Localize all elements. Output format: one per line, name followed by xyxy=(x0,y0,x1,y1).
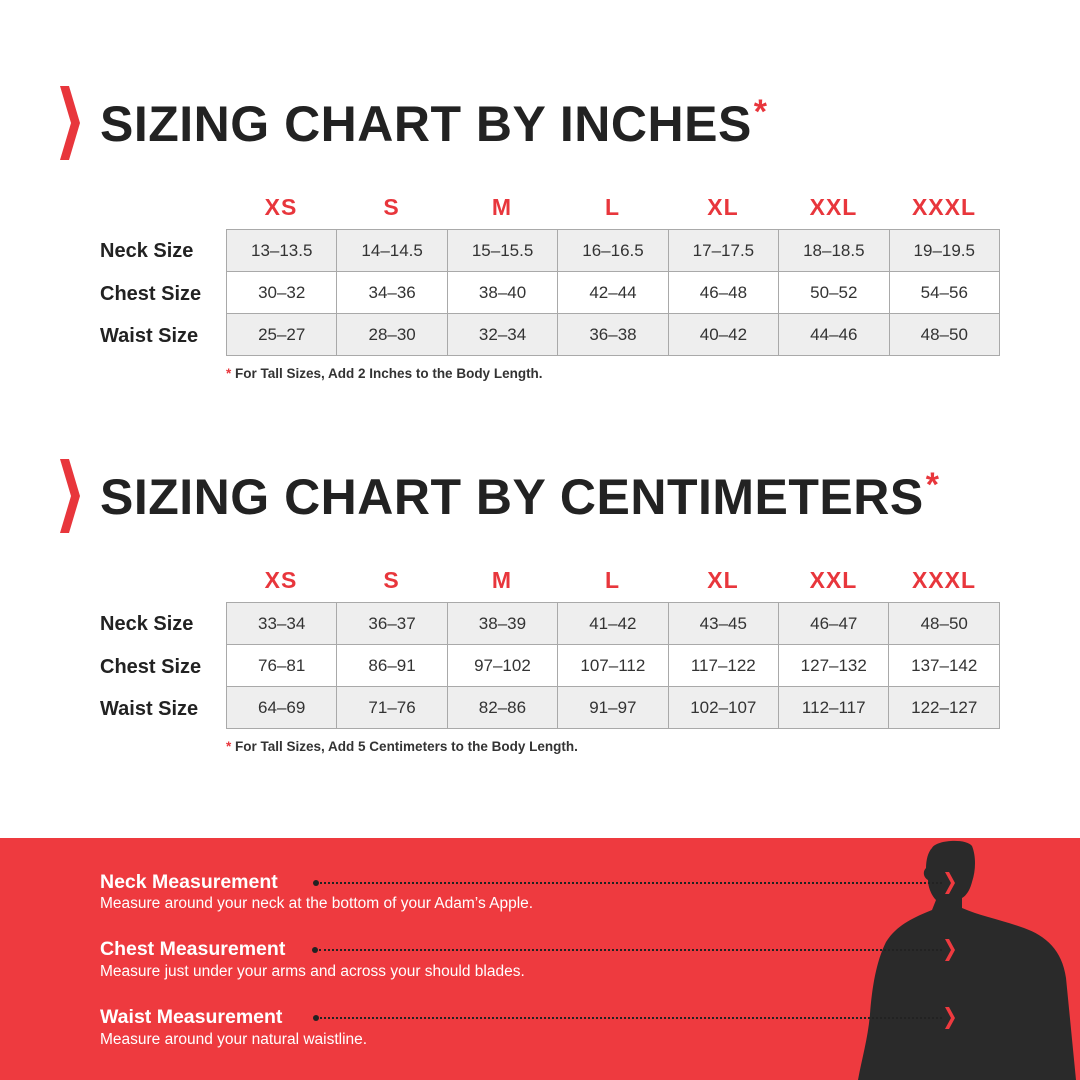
table-cell: 86–91 xyxy=(337,645,447,687)
table-cell: 46–47 xyxy=(779,603,889,645)
row-label-chest: Chest Size xyxy=(100,656,202,678)
size-header-xs: XS xyxy=(264,194,298,220)
table-cell: 41–42 xyxy=(558,603,668,645)
size-header-xl: XL xyxy=(707,567,739,593)
leader-dot xyxy=(313,1015,319,1021)
note-asterisk: * xyxy=(226,366,232,381)
inches-table xyxy=(226,229,1000,356)
table-cell: 48–50 xyxy=(889,314,999,356)
waist-measurement-description: Measure around your natural waistline. xyxy=(100,1031,368,1048)
size-header-xs: XS xyxy=(264,567,298,593)
table-cell: 102–107 xyxy=(668,687,778,729)
table-cell: 64–69 xyxy=(227,687,337,729)
size-header-l: L xyxy=(604,567,621,593)
table-cell: 76–81 xyxy=(227,645,337,687)
leader-dot xyxy=(312,947,318,953)
table-row xyxy=(227,603,1000,645)
size-header-xxl: XXL xyxy=(809,567,858,593)
table-cell: 42–44 xyxy=(558,272,668,314)
leader-line xyxy=(319,949,942,951)
table-cell: 107–112 xyxy=(558,645,668,687)
size-header-xxl: XXL xyxy=(809,194,858,220)
size-header-s: S xyxy=(383,567,400,593)
table-cell: 82–86 xyxy=(447,687,557,729)
row-label-neck: Neck Size xyxy=(100,613,194,635)
chest-measurement-description: Measure just under your arms and across your should blades. xyxy=(100,963,525,980)
table-cell: 122–127 xyxy=(889,687,1000,729)
table-cell: 36–38 xyxy=(558,314,668,356)
table-cell: 14–14.5 xyxy=(337,230,447,272)
man-silhouette-icon xyxy=(840,838,1080,1080)
table-cell: 13–13.5 xyxy=(227,230,337,272)
inches-title: SIZING CHART BY INCHES* xyxy=(100,93,768,152)
table-cell: 34–36 xyxy=(337,272,447,314)
table-cell: 33–34 xyxy=(227,603,337,645)
table-row xyxy=(227,314,1000,356)
table-cell: 38–39 xyxy=(447,603,557,645)
title-asterisk: * xyxy=(925,466,940,504)
note-text: For Tall Sizes, Add 2 Inches to the Body Length. xyxy=(235,366,543,381)
table-cell: 15–15.5 xyxy=(447,230,557,272)
chest-measurement-title: Chest Measurement xyxy=(100,938,286,960)
centimeters-title: SIZING CHART BY CENTIMETERS* xyxy=(100,466,940,525)
chevron-right-icon xyxy=(945,939,955,961)
table-cell: 50–52 xyxy=(779,272,889,314)
table-cell: 48–50 xyxy=(889,603,1000,645)
measurement-panel xyxy=(0,838,1080,1080)
chevron-right-icon xyxy=(60,86,80,160)
table-cell: 54–56 xyxy=(889,272,999,314)
chevron-right-icon xyxy=(945,872,955,894)
row-label-neck: Neck Size xyxy=(100,240,194,262)
table-cell: 71–76 xyxy=(337,687,447,729)
row-label-waist: Waist Size xyxy=(100,698,199,720)
inches-size-headers xyxy=(0,194,1080,224)
leader-line xyxy=(320,882,942,884)
size-header-m: M xyxy=(491,567,513,593)
centimeters-size-headers xyxy=(0,567,1080,597)
size-header-xxxl: XXXL xyxy=(911,567,977,593)
leader-line xyxy=(320,1017,942,1019)
table-cell: 19–19.5 xyxy=(889,230,999,272)
note-asterisk: * xyxy=(226,739,232,754)
size-header-xl: XL xyxy=(707,194,739,220)
table-cell: 17–17.5 xyxy=(668,230,778,272)
chevron-right-icon xyxy=(60,459,80,533)
table-cell: 25–27 xyxy=(227,314,337,356)
neck-measurement-title: Neck Measurement xyxy=(100,871,278,893)
waist-measurement-title: Waist Measurement xyxy=(100,1006,283,1028)
table-cell: 97–102 xyxy=(447,645,557,687)
table-cell: 117–122 xyxy=(668,645,778,687)
table-cell: 28–30 xyxy=(337,314,447,356)
note-text: For Tall Sizes, Add 5 Centimeters to the Body Length. xyxy=(235,739,578,754)
table-cell: 44–46 xyxy=(779,314,889,356)
table-cell: 43–45 xyxy=(668,603,778,645)
row-label-waist: Waist Size xyxy=(100,325,199,347)
table-cell: 36–37 xyxy=(337,603,447,645)
leader-dot xyxy=(313,880,319,886)
table-cell: 16–16.5 xyxy=(558,230,668,272)
title-asterisk: * xyxy=(753,93,768,131)
table-cell: 46–48 xyxy=(668,272,778,314)
table-row xyxy=(227,687,1000,729)
table-cell: 91–97 xyxy=(558,687,668,729)
size-header-xxxl: XXXL xyxy=(911,194,977,220)
size-header-s: S xyxy=(383,194,400,220)
centimeters-table xyxy=(226,602,1000,729)
table-row xyxy=(227,645,1000,687)
inches-tall-note xyxy=(226,366,543,381)
table-cell: 30–32 xyxy=(227,272,337,314)
size-header-m: M xyxy=(491,194,513,220)
chevron-right-icon xyxy=(945,1007,955,1029)
table-cell: 32–34 xyxy=(447,314,557,356)
centimeters-tall-note xyxy=(226,739,578,754)
table-row xyxy=(227,272,1000,314)
table-cell: 112–117 xyxy=(779,687,889,729)
row-label-chest: Chest Size xyxy=(100,283,202,305)
table-cell: 40–42 xyxy=(668,314,778,356)
table-cell: 38–40 xyxy=(447,272,557,314)
neck-measurement-description: Measure around your neck at the bottom of your Adam’s Apple. xyxy=(100,895,534,912)
table-cell: 127–132 xyxy=(779,645,889,687)
table-row xyxy=(227,230,1000,272)
size-header-l: L xyxy=(604,194,621,220)
table-cell: 137–142 xyxy=(889,645,1000,687)
table-cell: 18–18.5 xyxy=(779,230,889,272)
